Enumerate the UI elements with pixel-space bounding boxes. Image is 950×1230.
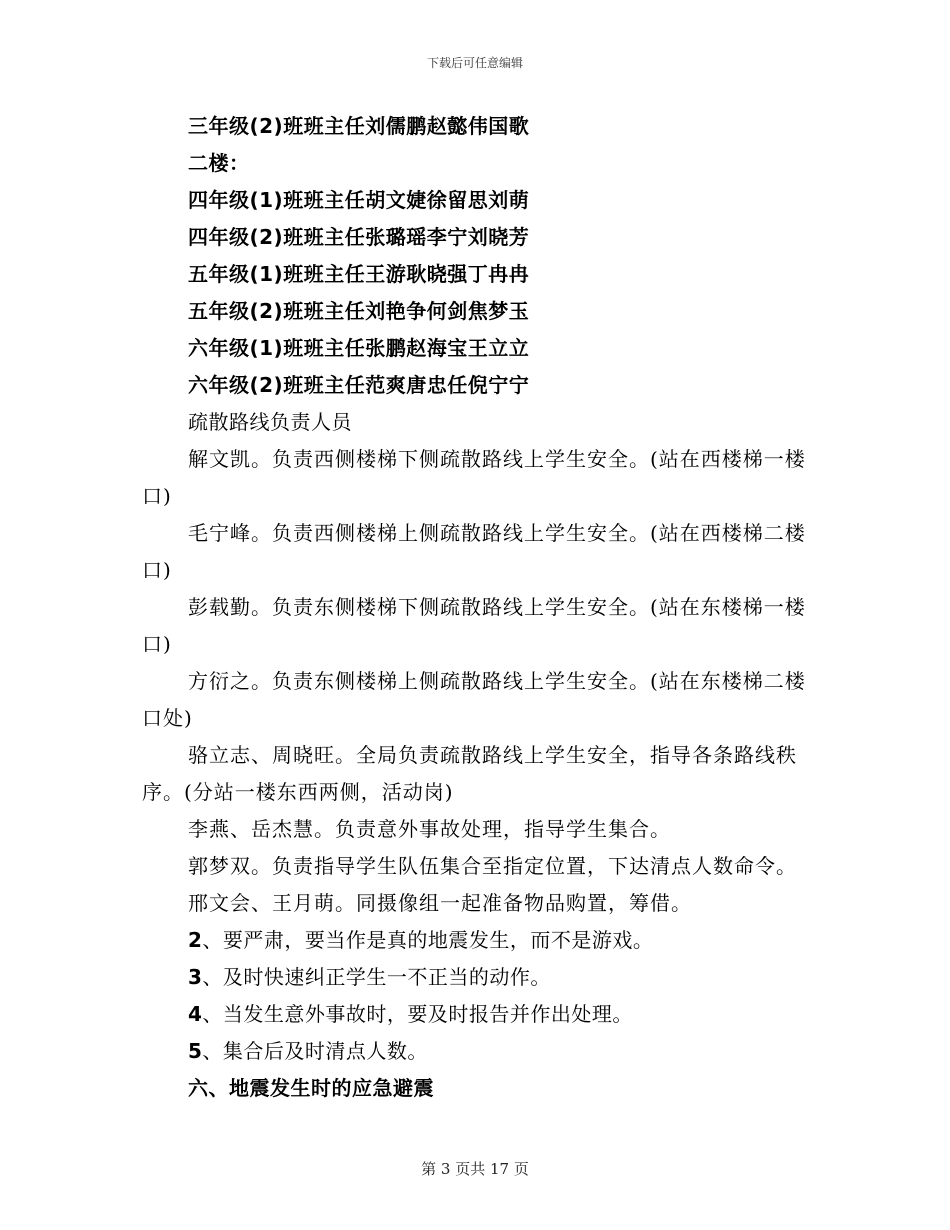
page-content [142,108,812,1107]
floor-label: 二楼： [188,151,250,175]
duty-paragraph: 邢文会、王月萌。同摄像组一起准备物品购置，筹借。 [188,891,692,915]
item-number: 2 [188,928,203,952]
numbered-item [142,922,812,959]
item-text: 、集合后及时清点人数。 [202,1039,428,1063]
item-number: 3 [188,965,203,989]
section-heading: 六、地震发生时的应急避震 [188,1076,434,1100]
class-line: 五年级(2)班班主任刘艳争何剑焦梦玉 [188,299,530,323]
class-line: 三年级(2)班班主任刘儒鹏赵懿伟国歌 [188,114,530,138]
header-note: 下载后可任意编辑 [426,56,523,70]
item-text: 、及时快速纠正学生一不正当的动作。 [202,965,551,989]
page-number: 第 3 页共 17 页 [421,1160,529,1178]
duty-paragraph: 彭载勤。负责东侧楼梯下侧疏散路线上学生安全。(站在东楼梯一楼口) [142,595,806,656]
numbered-item [142,996,812,1033]
item-text: 、要严肃，要当作是真的地震发生，而不是游戏。 [202,928,654,952]
duty-paragraph: 郭梦双。负责指导学生队伍集合至指定位置，下达清点人数命令。 [188,854,797,878]
duty-paragraph: 毛宁峰。负责西侧楼梯上侧疏散路线上学生安全。(站在西楼梯二楼口) [142,521,806,582]
item-number: 4 [188,1002,203,1026]
duty-paragraph: 李燕、岳杰慧。负责意外事故处理，指导学生集合。 [188,817,671,841]
class-line: 五年级(1)班班主任王游耿晓强丁冉冉 [188,262,530,286]
class-line: 六年级(2)班班主任范爽唐忠任倪宁宁 [188,373,530,397]
duty-paragraph: 方衍之。负责东侧楼梯上侧疏散路线上学生安全。(站在东楼梯二楼口处) [142,669,806,730]
class-line: 四年级(1)班班主任胡文婕徐留思刘萌 [188,188,530,212]
duty-paragraph: 解文凯。负责西侧楼梯下侧疏散路线上学生安全。(站在西楼梯一楼口) [142,447,806,508]
numbered-item [142,959,812,996]
item-number: 5 [188,1039,203,1063]
duty-paragraph: 骆立志、周晓旺。全局负责疏散路线上学生安全，指导各条路线秩序。(分站一楼东西两侧，活动岗) [142,743,797,804]
item-text: 、当发生意外事故时，要及时报告并作出处理。 [202,1002,633,1026]
class-line: 四年级(2)班班主任张璐瑶李宁刘晓芳 [188,225,530,249]
numbered-item [142,1033,812,1070]
section-label: 疏散路线负责人员 [188,410,352,434]
class-line: 六年级(1)班班主任张鹏赵海宝王立立 [188,336,530,360]
